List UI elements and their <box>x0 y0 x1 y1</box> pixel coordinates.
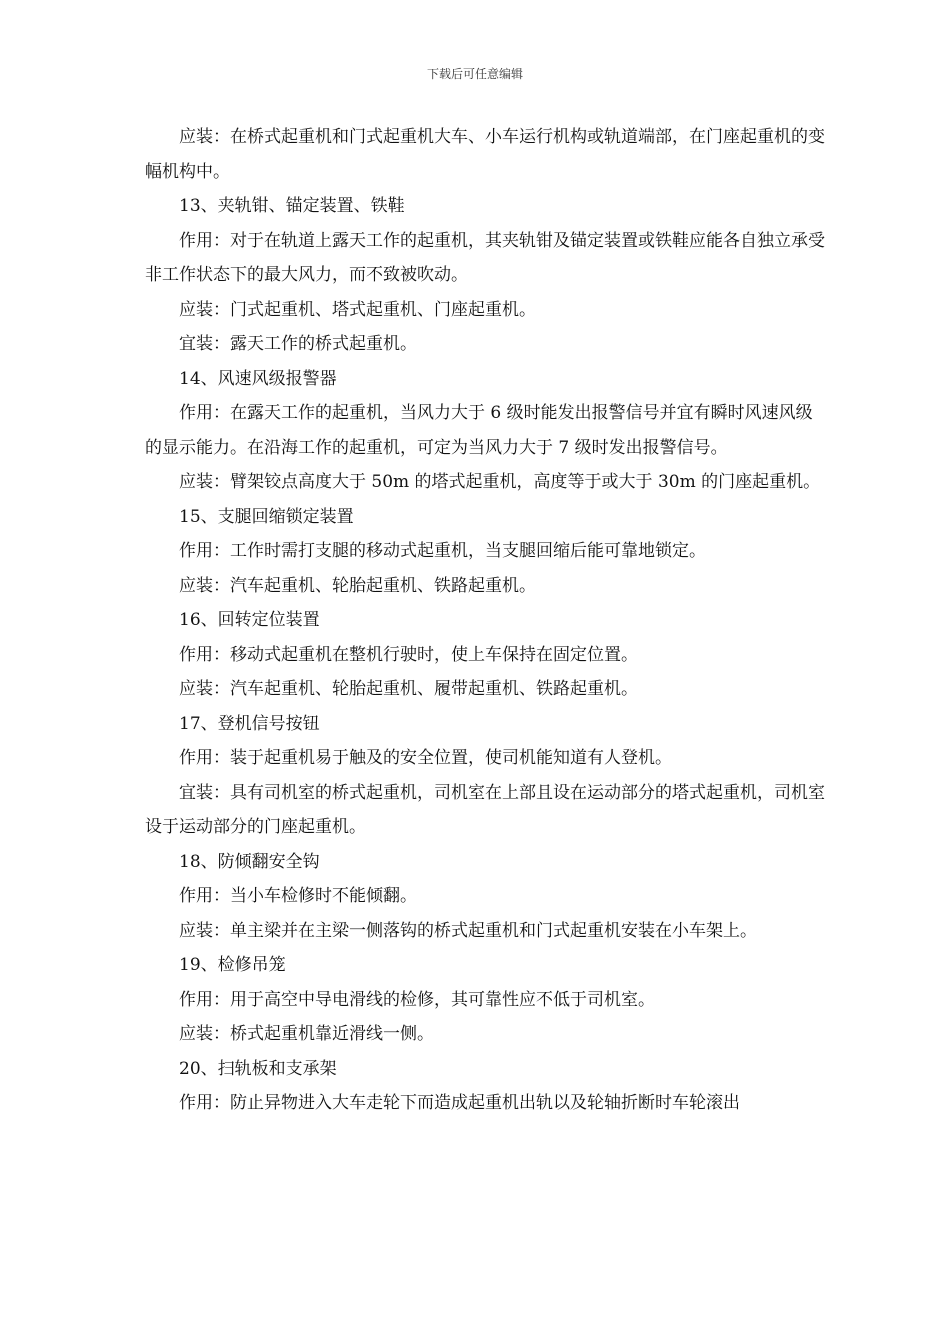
paragraph-13-function: 作用：对于在轨道上露天工作的起重机，其夹轨钳及锚定装置或铁鞋应能各自独立承受非工作状态下的最大风力，而不致被吹动。 <box>145 230 825 285</box>
paragraph-13-recommended: 宜装：露天工作的桥式起重机。 <box>179 334 417 354</box>
section-heading-15: 15、支腿回缩锁定装置 <box>179 506 354 527</box>
section-heading-13: 13、夹轨钳、锚定装置、铁鞋 <box>179 196 405 216</box>
paragraph-16-required: 应装：汽车起重机、轮胎起重机、履带起重机、铁路起重机。 <box>179 679 638 699</box>
paragraph-install-scope-buffer: 应装：在桥式起重机和门式起重机大车、小车运行机构或轨道端部，在门座起重机的变幅机构中。 <box>145 127 825 182</box>
paragraph-14-required: 应装：臂架铰点高度大于 50m 的塔式起重机，高度等于或大于 30m 的门座起重机。 <box>179 472 821 492</box>
paragraph-15-required: 应装：汽车起重机、轮胎起重机、铁路起重机。 <box>179 575 536 596</box>
section-heading-14: 14、风速风级报警器 <box>179 368 337 389</box>
paragraph-19-required: 应装：桥式起重机靠近滑线一侧。 <box>179 1024 434 1044</box>
section-heading-18: 18、防倾翻安全钩 <box>179 851 320 872</box>
paragraph-20-function: 作用：防止异物进入大车走轮下而造成起重机出轨以及轮轴折断时车轮滚出 <box>179 1093 740 1113</box>
paragraph-17-function: 作用：装于起重机易于触及的安全位置，使司机能知道有人登机。 <box>179 748 672 768</box>
paragraph-14-function: 作用：在露天工作的起重机，当风力大于 6 级时能发出报警信号并宜有瞬时风速风级的显示能力。在沿海工作的起重机，可定为当风力大于 7 级时发出报警信号。 <box>145 403 813 458</box>
paragraph-18-required: 应装：单主梁并在主梁一侧落钩的桥式起重机和门式起重机安装在小车架上。 <box>179 920 757 941</box>
paragraph-16-function: 作用：移动式起重机在整机行驶时，使上车保持在固定位置。 <box>179 644 638 665</box>
section-heading-16: 16、回转定位装置 <box>179 610 320 630</box>
paragraph-17-recommended: 宜装：具有司机室的桥式起重机，司机室在上部且设在运动部分的塔式起重机，司机室设于运动部分的门座起重机。 <box>145 782 825 837</box>
document-body <box>145 120 825 1121</box>
paragraph-15-function: 作用：工作时需打支腿的移动式起重机，当支腿回缩后能可靠地锁定。 <box>179 541 706 561</box>
paragraph-18-function: 作用：当小车检修时不能倾翻。 <box>179 886 417 906</box>
page-header-note: 下载后可任意编辑 <box>426 67 523 81</box>
section-heading-20: 20、扫轨板和支承架 <box>179 1058 337 1079</box>
paragraph-19-function: 作用：用于高空中导电滑线的检修，其可靠性应不低于司机室。 <box>179 989 655 1010</box>
section-heading-17: 17、登机信号按钮 <box>179 713 320 734</box>
paragraph-13-required: 应装：门式起重机、塔式起重机、门座起重机。 <box>179 299 536 320</box>
section-heading-19: 19、检修吊笼 <box>179 955 286 975</box>
